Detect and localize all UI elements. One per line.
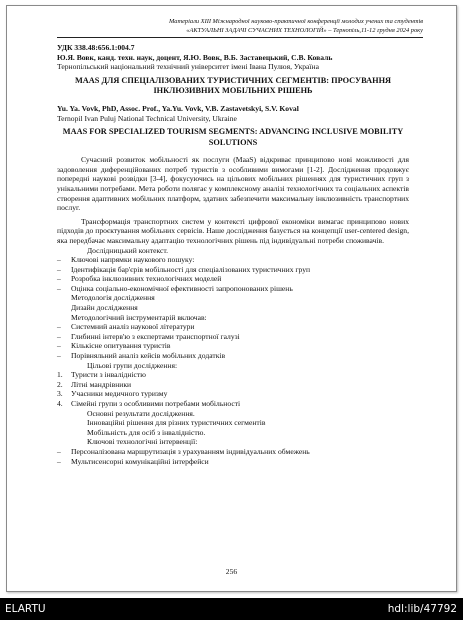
document-page bbox=[6, 5, 457, 592]
list-item: 4. Сімейні групи з особливими потребами мобільності bbox=[57, 399, 241, 408]
list-item: – Мультисенсорні комунікаційні інтерфейси bbox=[57, 456, 209, 466]
results-line: Основні результати дослідження. bbox=[87, 408, 195, 418]
results-line: Мобільність для осіб з інвалідністю. bbox=[87, 427, 206, 437]
dash-marker: – bbox=[57, 264, 61, 274]
tools-list bbox=[57, 322, 409, 360]
list-item: – Системний аналіз наукової літератури bbox=[57, 322, 195, 332]
list-item: – Порівняльний аналіз кейсів мобільних додатків bbox=[57, 351, 226, 361]
methodology-line: Методологія дослідження bbox=[71, 293, 155, 303]
dash-marker: – bbox=[57, 322, 61, 332]
list-item: 1. Туристи з інвалідністю bbox=[57, 370, 146, 380]
header-line-1: Матеріали XIII Міжнародної науково-практичної конференції молодих учених та студентів bbox=[169, 18, 423, 25]
handle-identifier[interactable]: hdl:lib/47792 bbox=[387, 603, 457, 615]
authors-uk: Ю.Я. Вовк, канд. техн. наук, доцент, Я.Ю. Вовк, В.Б. Заставецький, С.В. Коваль bbox=[57, 52, 333, 62]
header-line-2: «АКТУАЛЬНІ ЗАДАЧІ СУЧАСНИХ ТЕХНОЛОГІЙ» – Тернопіль,11-12 грудня 2024 року bbox=[186, 26, 423, 34]
dash-marker: – bbox=[57, 446, 61, 456]
list-item: – Глибинні інтерв'ю з експертами транспортної галузі bbox=[57, 331, 240, 341]
dash-marker: – bbox=[57, 341, 61, 351]
context-heading: Дослідницький контекст. bbox=[87, 245, 169, 255]
authors-en: Yu. Ya. Vovk, PhD, Assoc. Prof., Ya.Yu. Vovk, V.B. Zastavetskyi, S.V. Koval bbox=[57, 103, 299, 113]
list-item: – Персоналізована маршрутизація з урахуванням індивідуальних обмежень bbox=[57, 446, 310, 456]
header-rule bbox=[57, 37, 423, 38]
dash-marker: – bbox=[57, 351, 61, 361]
dash-marker: – bbox=[57, 255, 61, 265]
interventions-list bbox=[57, 447, 409, 466]
footer-bar bbox=[0, 598, 463, 620]
list-item: 3. Учасники медичного туризму bbox=[57, 389, 168, 399]
target-groups-heading: Цільові групи дослідження: bbox=[87, 360, 178, 370]
results-line: Інноваційні рішення для різних туристичних сегментів bbox=[87, 418, 266, 428]
paragraph-2: Трансформація транспортних систем у контексті цифрової економіки вимагає принципово нових підходів до проєктування мобільних сервісів. Наше дослідження базується на концепції user-centered design, яка передбачає максимальну адаптацію технологічних рішень під індивідуальні потреби споживачів. bbox=[57, 216, 409, 245]
dash-marker: – bbox=[57, 283, 61, 293]
title-en: MAAS FOR SPECIALIZED TOURISM SEGMENTS: ADVANCING INCLUSIVE MOBILITY SOLUTIONS bbox=[62, 127, 404, 147]
list-item: 2. Літні мандрівники bbox=[57, 379, 132, 389]
dash-marker: – bbox=[57, 331, 61, 341]
title-uk: MAAS ДЛЯ СПЕЦІАЛІЗОВАНИХ ТУРИСТИЧНИХ СЕГМЕНТІВ: ПРОСУВАННЯ ІНКЛЮЗИВНИХ МОБІЛЬНИХ РІШЕНЬ bbox=[74, 75, 392, 96]
interventions-heading: Ключові технологічні інтервенції: bbox=[87, 437, 198, 447]
list-item: – Оцінка соціально-економічної ефективності запропонованих рішень bbox=[57, 283, 293, 293]
affiliation-uk: Тернопільський національний технічний університет імені Івана Пулюя, Україна bbox=[57, 62, 319, 72]
running-header bbox=[57, 18, 423, 35]
directions-list bbox=[57, 255, 409, 293]
page-number: 256 bbox=[225, 567, 238, 576]
page-content bbox=[57, 18, 423, 466]
dash-marker: – bbox=[57, 274, 61, 284]
methodology-line: Дизайн дослідження bbox=[71, 303, 138, 313]
dash-marker: – bbox=[57, 456, 61, 466]
affiliation-en: Ternopil Ivan Puluj National Technical University, Ukraine bbox=[57, 113, 237, 123]
list-item: – Кількісне опитування туристів bbox=[57, 341, 171, 351]
repository-label: ELARTU bbox=[5, 603, 46, 615]
udc-code: УДК 338.48:656.1:004.7 bbox=[57, 43, 135, 53]
target-groups-list bbox=[57, 370, 409, 408]
methodology-line: Методологічний інструментарій включав: bbox=[71, 312, 207, 322]
paragraph-1: Сучасний розвиток мобільності як послуги (MaaS) відкриває принципово нові можливості для задоволення диференційованих потреб туристів з особливими вимогами [1-2]. Дослідження продовжує попередні наукові розвідки [3-4], фокусуючись на цільових мобільних рішеннях для туристичних груп з унікальними потребами. Мета роботи полягає у комплексному аналізі технологічних та соціальних аспектів створення адаптивних мобільних платформ, здатних забезпечити максимальну інклюзивність транспортних послуг. bbox=[57, 155, 409, 213]
list-item: – Розробка інклюзивних технологічних моделей bbox=[57, 274, 222, 284]
list-item: – Ключові напрямки наукового пошуку: bbox=[57, 255, 195, 265]
list-item: – Ідентифікація бар'єрів мобільності для спеціалізованих туристичних груп bbox=[57, 264, 311, 274]
